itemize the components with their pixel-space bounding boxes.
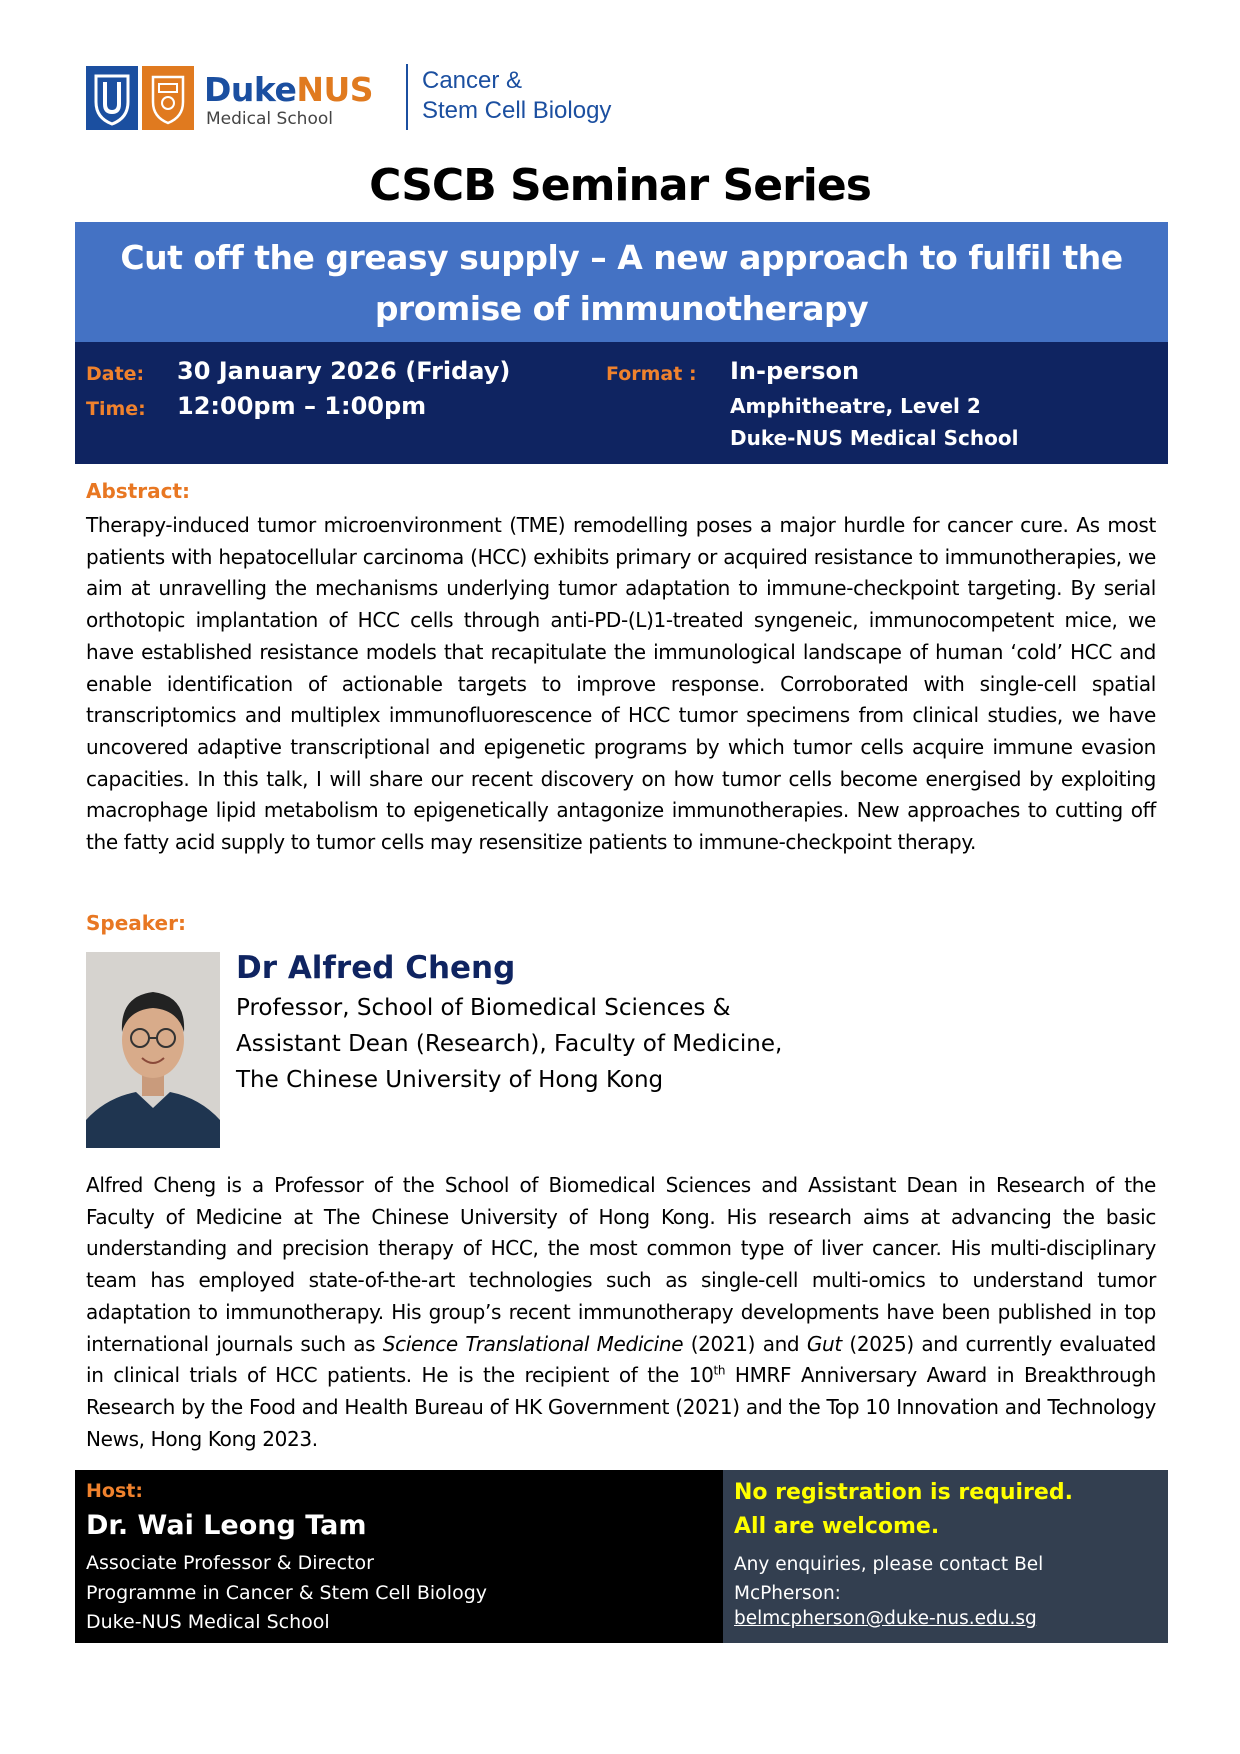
speaker-bio-part-3: (2025) and currently evaluated in clinical trials of HCC patients. He is the recipient of the 10 xyxy=(86,1331,1157,1388)
host-label: Host: xyxy=(86,1480,143,1502)
speaker-bio-journal-2: Gut xyxy=(806,1331,842,1356)
host-role xyxy=(86,1549,487,1638)
registration-panel xyxy=(723,1470,1168,1643)
registration-line-2: All are welcome. xyxy=(734,1514,940,1539)
speaker-bio-superscript: th xyxy=(713,1363,726,1378)
speaker-photo xyxy=(86,952,220,1148)
speaker-name: Dr Alfred Cheng xyxy=(236,950,516,986)
time-value: 12:00pm – 1:00pm xyxy=(177,392,427,420)
host-role-line-1: Associate Professor & Director xyxy=(86,1552,374,1574)
department-line-1: Cancer & xyxy=(422,67,523,94)
venue-line-1: Amphitheatre, Level 2 xyxy=(730,394,981,418)
duke-nus-logo xyxy=(86,64,646,134)
speaker-bio-part-1: Alfred Cheng is a Professor of the School of Biomedical Sciences and Assistant Dean in Research of the Faculty of Medicine at The Chinese University of Hong Kong. His research aims at advancing the basic understanding and precision therapy of HCC, the most common type of liver cancer. His multi-disciplinary team has employed state-of-the-art technologies such as single-cell multi-omics to understand tumor adaptation to immunotherapy. His group’s recent immunotherapy developments have been published in top international journals such as xyxy=(86,1173,1156,1356)
brand-duke: Duke xyxy=(204,70,297,109)
department-name xyxy=(422,66,611,126)
speaker-bio-part-4: HMRF Anniversary Award in Breakthrough Research by the Food and Health Bureau of HK Government (2021) and the Top 10 Innovation and Technology News, Hong Kong 2023. xyxy=(86,1363,1156,1451)
duke-shield-icon xyxy=(86,66,138,130)
host-role-line-3: Duke-NUS Medical School xyxy=(86,1611,330,1633)
speaker-affiliation xyxy=(236,990,782,1098)
nus-crest-icon xyxy=(142,66,194,130)
event-details-band xyxy=(75,342,1168,464)
abstract-text: Therapy-induced tumor microenvironment (TME) remodelling poses a major hurdle for cancer cure. As most patients with hepatocellular carcinoma (HCC) exhibits primary or acquired resistance to immunotherapies, we aim at unravelling the mechanisms underlying tumor adaptation to immune-checkpoint targeting. By serial orthotopic implantation of HCC cells through anti-PD-(L)1-treated syngeneic, immunocompetent mice, we have established resistance models that recapitulate the immunological landscape of human ‘cold’ HCC and enable identification of actionable targets to improve response. Corroborated with single-cell spatial transcriptomics and multiplex immunofluorescence of HCC tumor specimens from clinical studies, we have uncovered adaptive transcriptional and epigenetic programs by which tumor cells acquire immune evasion capacities. In this talk, I will share our recent discovery on how tumor cells become energised by exploiting macrophage lipid metabolism to epigenetically antagonize immunotherapies. New approaches to cutting off the fatty acid supply to tumor cells may resensitize patients to immune-checkpoint therapy. xyxy=(86,513,1156,855)
time-label: Time: xyxy=(86,398,146,420)
logo-divider xyxy=(406,64,408,130)
series-title: CSCB Seminar Series xyxy=(369,160,871,211)
speaker-bio-journal-1: Science Translational Medicine xyxy=(382,1331,684,1356)
talk-title-line-1: Cut off the greasy supply – A new approach to fulfil the xyxy=(120,238,1123,277)
talk-title-band xyxy=(75,222,1168,342)
date-value: 30 January 2026 (Friday) xyxy=(177,357,511,385)
brand-subtitle: Medical School xyxy=(206,109,333,129)
date-label: Date: xyxy=(86,363,145,385)
abstract-label: Abstract: xyxy=(86,479,191,503)
contact-email-link[interactable]: belmcpherson@duke-nus.edu.sg xyxy=(734,1608,1037,1629)
venue-line-2: Duke-NUS Medical School xyxy=(730,426,1019,450)
brand-name xyxy=(204,72,373,108)
speaker-label: Speaker: xyxy=(86,911,186,935)
talk-title-line-2: promise of immunotherapy xyxy=(374,289,869,328)
format-value: In-person xyxy=(730,357,860,385)
speaker-bio xyxy=(86,1170,1156,1455)
enquiry-text: Any enquiries, please contact Bel McPherson: xyxy=(734,1554,1044,1604)
speaker-affiliation-line-1: Professor, School of Biomedical Sciences & xyxy=(236,995,731,1021)
host-role-line-2: Programme in Cancer & Stem Cell Biology xyxy=(86,1581,488,1604)
host-panel xyxy=(75,1470,723,1643)
department-line-2: Stem Cell Biology xyxy=(422,97,612,124)
registration-line-1: No registration is required. xyxy=(734,1480,1073,1505)
speaker-affiliation-line-3: The Chinese University of Hong Kong xyxy=(236,1067,664,1093)
speaker-bio-part-2: (2021) and xyxy=(683,1331,807,1356)
brand-nus: NUS xyxy=(296,70,374,109)
speaker-affiliation-line-2: Assistant Dean (Research), Faculty of Medicine, xyxy=(236,1031,783,1057)
host-name: Dr. Wai Leong Tam xyxy=(86,1510,367,1541)
format-label: Format : xyxy=(606,363,697,385)
